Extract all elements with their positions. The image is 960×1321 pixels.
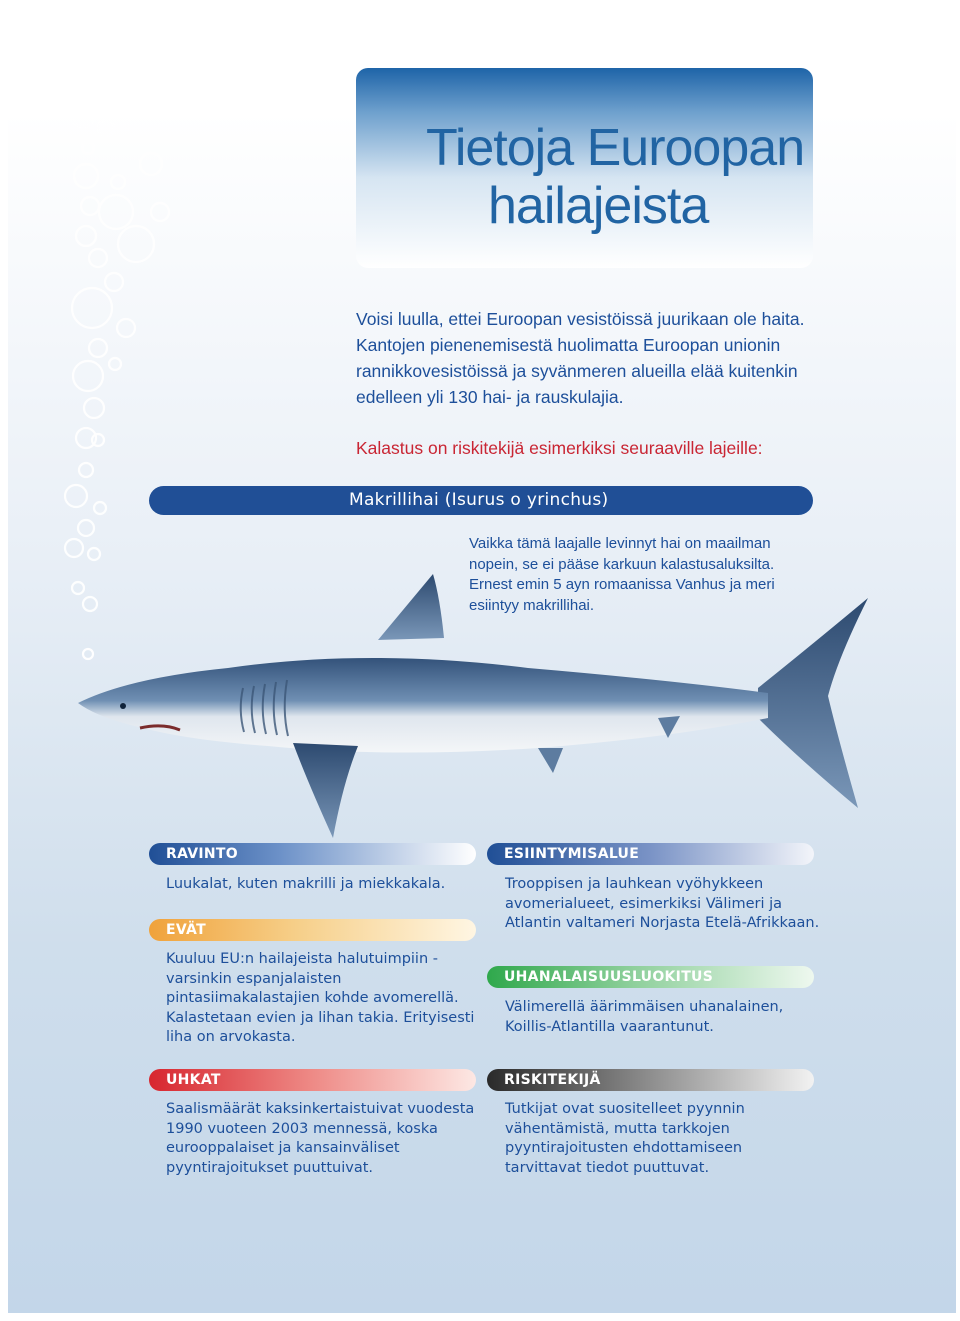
esiintymisalue-text: Trooppisen ja lauhkean vyöhykkeen avomerialueet, esimerkiksi Välimeri ja Atlantin valtameri Norjasta Etelä-Afrikkaan. xyxy=(505,876,820,932)
species-bar xyxy=(149,486,813,515)
risk-heading: Kalastus on riskitekijä esimerkiksi seuraaville lajeille: xyxy=(356,438,763,458)
uhanalaisuus-label: UHANALAISUUSLUOKITUS xyxy=(504,969,714,985)
esiintymisalue-bar xyxy=(487,843,814,865)
title-line-1: Tietoja Euroopan xyxy=(426,119,805,177)
uhkat-bar xyxy=(149,1069,476,1091)
uhanalaisuus-text: Välimerellä äärimmäisen uhanalainen, Koillis-Atlantilla vaarantunut. xyxy=(505,999,784,1035)
shark-illustration xyxy=(68,568,888,848)
uhkat-text: Saalismäärät kaksinkertaistuivat vuodesta 1990 vuoteen 2003 mennessä, koska eurooppalaiset ja kansainväliset pyyntirajoitukset puuttuivat. xyxy=(166,1101,475,1176)
evat-label: EVÄT xyxy=(166,922,206,938)
ravinto-label: RAVINTO xyxy=(166,846,238,862)
uhkat-label: UHKAT xyxy=(166,1072,221,1088)
page xyxy=(8,8,956,1313)
ravinto-bar xyxy=(149,843,476,865)
title-line-2: hailajeista xyxy=(488,177,709,235)
uhanalaisuus-bar xyxy=(487,966,814,988)
intro-paragraph: Voisi luulla, ettei Euroopan vesistöissä juurikaan ole haita. Kantojen pienenemisestä huolimatta Euroopan unionin rannikkovesistöissä ja syvänmeren alueilla elää kuitenkin edelleen yli 130 hai- ja rauskulajia. xyxy=(356,309,805,407)
esiintymisalue-label: ESIINTYMISALUE xyxy=(504,846,640,862)
evat-text: Kuuluu EU:n hailajeista halutuimpiin - varsinkin espanjalaisten pintasiimakalastajien kohde avomerellä. Kalastetaan evien ja lihan takia. Erityisesti liha on arvokasta. xyxy=(166,951,475,1046)
riskitekija-text: Tutkijat ovat suositelleet pyynnin vähentämistä, mutta tarkkojen pyyntirajoitusten ehdottamiseen tarvittavat tiedot puuttuvat. xyxy=(505,1101,745,1176)
species-description: Vaikka tämä laajalle levinnyt hai on maailman nopein, se ei pääse karkuun kalastusaluksilta. Ernest emin 5 ayn romaanissa Vanhus ja meri esiintyy makrillihai. xyxy=(469,535,775,614)
riskitekija-bar xyxy=(487,1069,814,1091)
riskitekija-label: RISKITEKIJÄ xyxy=(504,1072,601,1088)
ravinto-text: Luukalat, kuten makrilli ja miekkakala. xyxy=(166,876,446,892)
title-box xyxy=(356,68,813,268)
species-name: Makrillihai (Isurus o yrinchus) xyxy=(349,490,609,510)
evat-bar xyxy=(149,919,476,941)
